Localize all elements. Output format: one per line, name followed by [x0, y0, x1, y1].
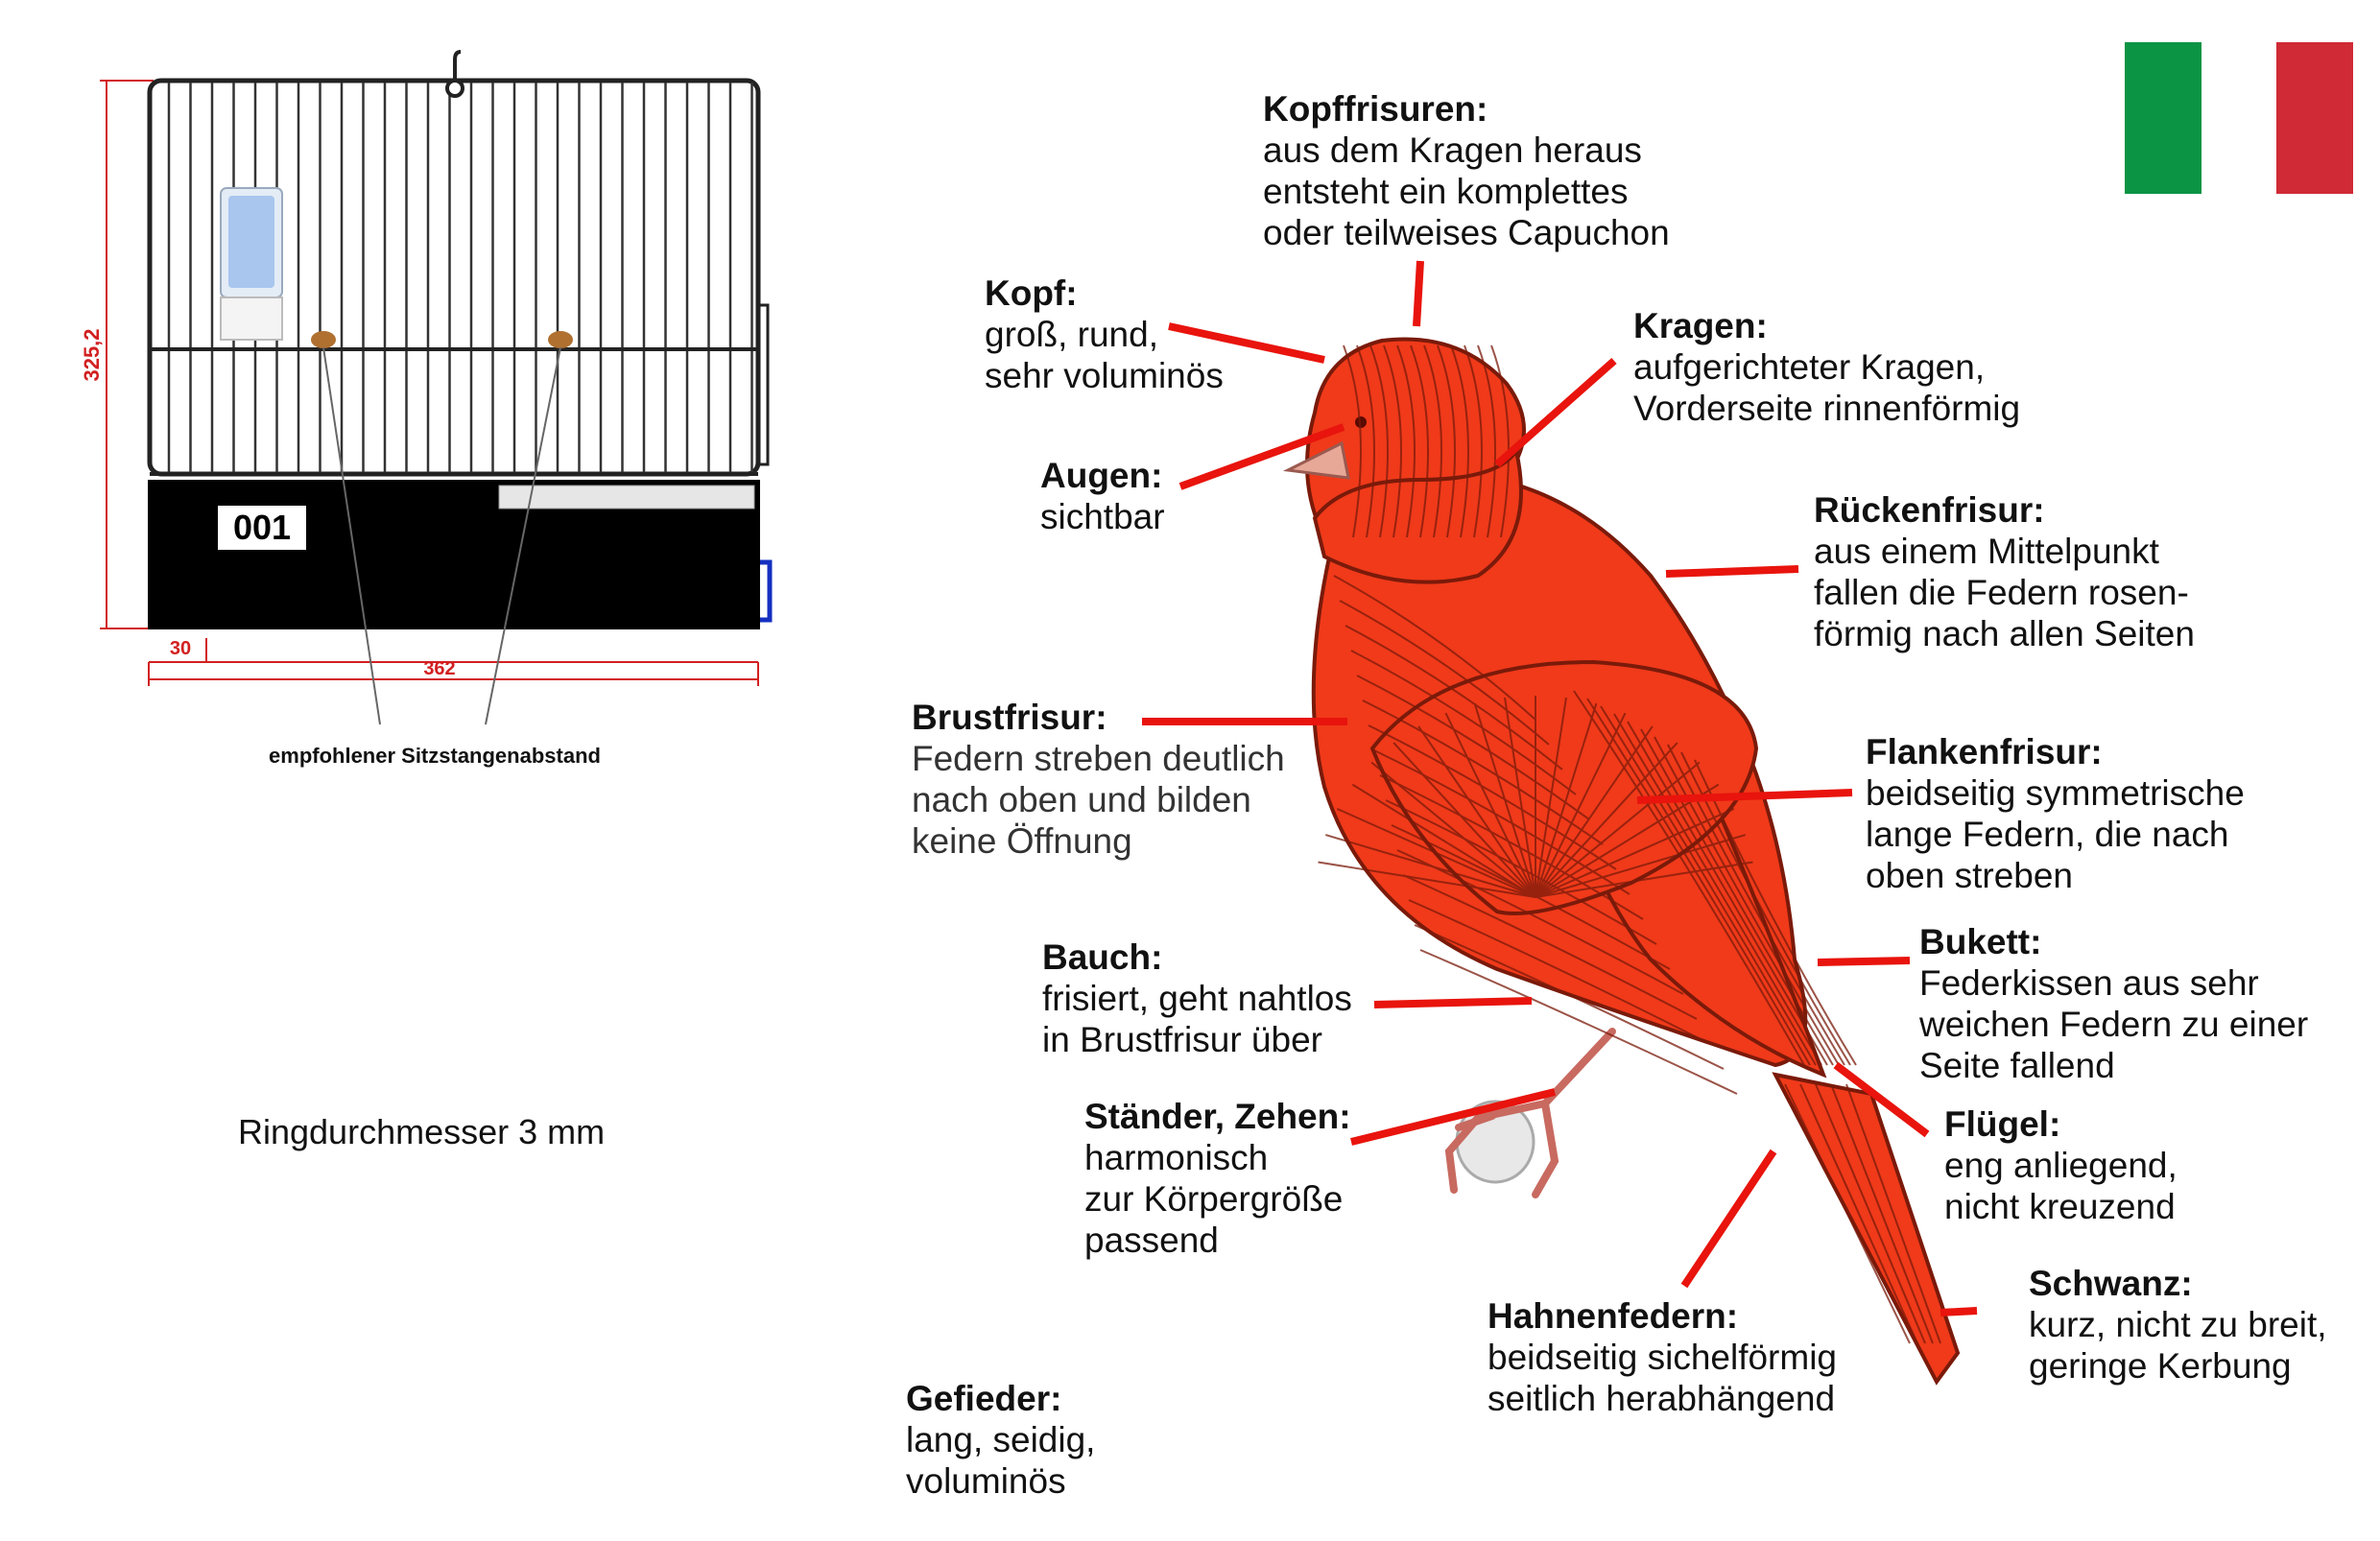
label-line: lang, seidig,	[906, 1420, 1096, 1459]
label-line: nach oben und bilden	[912, 780, 1251, 819]
label-line: oben streben	[1866, 856, 2074, 895]
label-line: in Brustfrisur über	[1042, 1020, 1322, 1059]
label-brustfrisur	[912, 697, 1285, 862]
cage-number-card: 001	[232, 508, 292, 547]
label-line: passend	[1084, 1221, 1219, 1260]
label-title: Ständer, Zehen:	[1084, 1097, 1351, 1136]
water-fountain	[221, 188, 282, 340]
label-gefieder	[906, 1378, 1095, 1502]
show-cage	[80, 52, 770, 768]
label-fluegel	[1944, 1103, 2178, 1227]
label-title: Kopffrisuren:	[1263, 89, 1488, 129]
label-title: Bukett:	[1919, 922, 2042, 961]
label-title: Augen:	[1040, 456, 1163, 495]
label-title: Flügel:	[1944, 1104, 2061, 1144]
label-kopffrisuren	[1263, 88, 1670, 253]
label-title: Brustfrisur:	[912, 698, 1107, 737]
label-augen	[1040, 455, 1165, 537]
label-line: aufgerichteter Kragen,	[1633, 347, 1986, 387]
label-line: seitlich herabhängend	[1488, 1379, 1836, 1418]
label-line: groß, rund,	[985, 315, 1158, 354]
label-line: keine Öffnung	[912, 821, 1132, 861]
label-line: Federkissen aus sehr	[1919, 963, 2259, 1003]
label-line: oder teilweises Capuchon	[1263, 213, 1670, 252]
label-line: aus einem Mittelpunkt	[1814, 532, 2159, 571]
label-line: beidseitig symmetrische	[1866, 773, 2245, 813]
label-title: Schwanz:	[2029, 1264, 2193, 1303]
cage-offset-dimension: 30	[169, 638, 192, 659]
label-title: Hahnenfedern:	[1488, 1296, 1739, 1336]
label-staender-zehen	[1084, 1096, 1351, 1261]
italy-flag-icon	[2125, 42, 2353, 194]
label-line: nicht kreuzend	[1944, 1187, 2176, 1226]
perch-distance-caption: empfohlener Sitzstangenabstand	[269, 744, 601, 768]
label-line: voluminös	[906, 1461, 1066, 1501]
label-line: beidseitig sichelförmig	[1488, 1338, 1838, 1377]
label-flankenfrisur	[1866, 731, 2245, 896]
cage-drawer-slot	[499, 486, 754, 509]
label-rueckenfrisur	[1814, 489, 2195, 654]
ring-diameter-note: Ringdurchmesser 3 mm	[238, 1112, 606, 1151]
label-title: Gefieder:	[906, 1379, 1062, 1418]
label-line: frisiert, geht nahtlos	[1042, 979, 1352, 1018]
label-bauch	[1042, 936, 1352, 1060]
label-line: weichen Federn zu einer	[1919, 1005, 2309, 1044]
label-line: entsteht ein komplettes	[1263, 172, 1629, 211]
label-kopf	[985, 273, 1224, 396]
label-line: lange Federn, die nach	[1866, 815, 2229, 854]
label-line: eng anliegend,	[1944, 1146, 2178, 1185]
label-line: sichtbar	[1040, 497, 1165, 536]
label-line: förmig nach allen Seiten	[1814, 614, 2195, 653]
label-title: Bauch:	[1042, 937, 1163, 977]
label-line: harmonisch	[1084, 1138, 1269, 1177]
label-line: zur Körpergröße	[1084, 1179, 1344, 1219]
perch-markers	[311, 331, 573, 348]
label-line: aus dem Kragen heraus	[1263, 130, 1642, 170]
label-title: Kragen:	[1633, 306, 1768, 345]
label-hahnenfedern	[1488, 1295, 1837, 1419]
label-title: Rückenfrisur:	[1814, 490, 2045, 530]
label-line: Vorderseite rinnenförmig	[1633, 389, 2021, 428]
label-bukett	[1919, 921, 2308, 1086]
label-title: Kopf:	[985, 273, 1078, 313]
label-line: Federn streben deutlich	[912, 739, 1285, 778]
label-title: Flankenfrisur:	[1866, 732, 2103, 771]
label-line: geringe Kerbung	[2029, 1346, 2292, 1386]
cage-width-dimension: 362	[423, 658, 456, 679]
label-line: fallen die Federn rosen-	[1814, 573, 2189, 612]
label-kragen	[1633, 305, 2020, 429]
cage-height-dimension: 325,2	[80, 328, 104, 382]
label-schwanz	[2029, 1263, 2327, 1387]
label-line: Seite fallend	[1919, 1046, 2115, 1085]
cage-handle	[760, 562, 770, 620]
label-line: kurz, nicht zu breit,	[2029, 1305, 2327, 1344]
label-line: sehr voluminös	[985, 356, 1224, 395]
